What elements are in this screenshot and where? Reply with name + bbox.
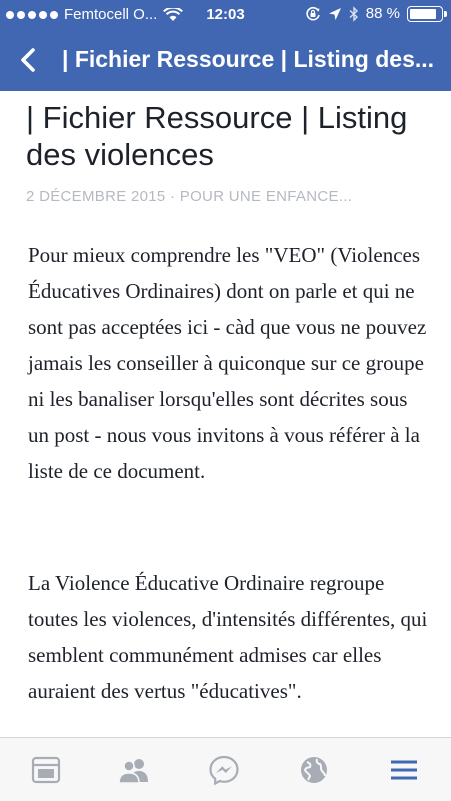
article-content[interactable]	[0, 91, 451, 737]
location-icon	[328, 7, 342, 21]
bottom-tab-bar	[0, 737, 451, 801]
bluetooth-icon	[349, 6, 359, 22]
status-time: 12:03	[206, 6, 245, 23]
article-paragraph: Pour mieux comprendre les "VEO" (Violences Éducatives Ordinaires) dont on parle et qui ne sont pas acceptées ici - càd que vous ne pouvez jamais les conseiller à quiconque sur ce groupe ni les banaliser lorsqu'elles sont décrites sous un post - nous vous invitons à vous référer à la liste de ce document.	[28, 243, 427, 483]
messenger-icon[interactable]	[208, 754, 240, 786]
status-right	[305, 5, 443, 22]
carrier-name: Femtocell O...	[64, 6, 158, 23]
status-bar	[0, 0, 451, 30]
news-feed-icon[interactable]	[30, 754, 62, 786]
article-meta[interactable]: 2 DÉCEMBRE 2015 · POUR UNE ENFANCE...	[26, 188, 353, 205]
menu-icon[interactable]	[388, 754, 420, 786]
battery-icon	[407, 6, 443, 22]
friends-icon[interactable]	[118, 754, 150, 786]
article-title: | Fichier Ressource | Listing des violences	[26, 100, 408, 172]
battery-percent: 88 %	[365, 5, 400, 22]
article-paragraph: La Violence Éducative Ordinaire regroupe toutes les violences, d'intensités différentes, qui semblent communément admises car elles auraient des vertus "éducatives".	[28, 571, 428, 703]
navigation-bar	[0, 36, 451, 84]
nav-title: | Fichier Ressource | Listing des...	[62, 46, 435, 72]
orientation-lock-icon	[305, 6, 321, 22]
notifications-globe-icon[interactable]	[298, 754, 330, 786]
facebook-header	[0, 0, 451, 91]
chevron-left-icon[interactable]	[14, 45, 44, 75]
